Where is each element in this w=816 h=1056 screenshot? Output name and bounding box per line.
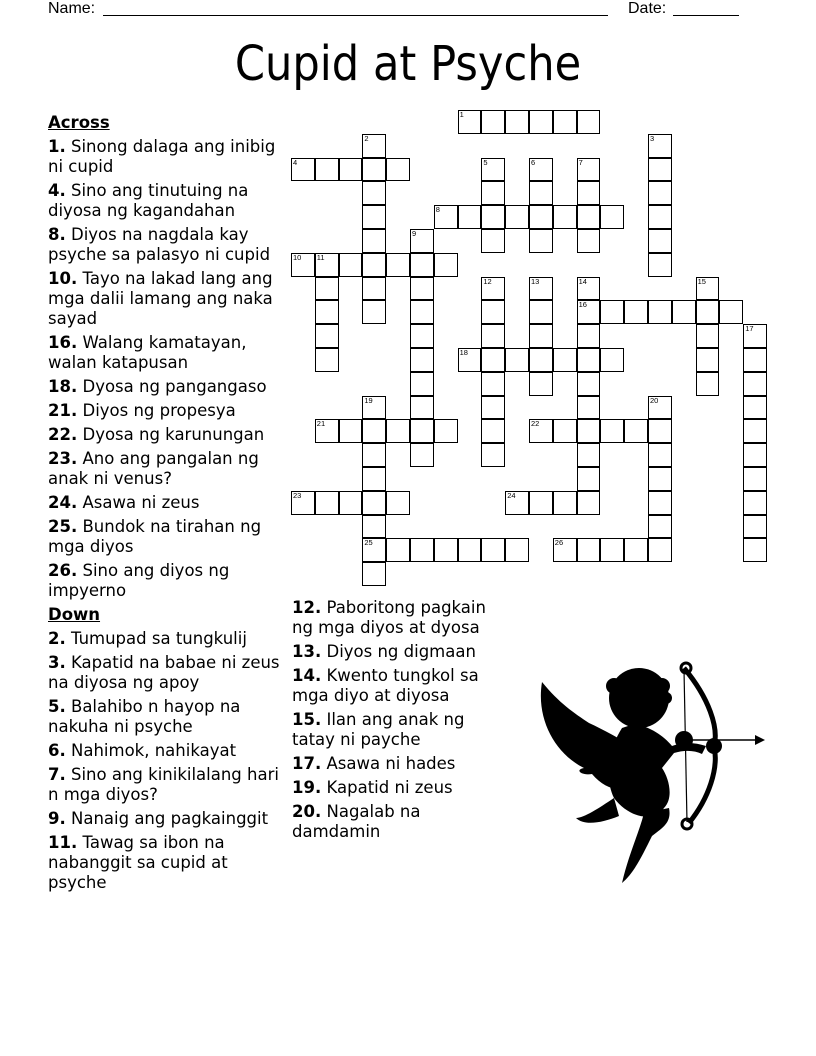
grid-cell[interactable]	[648, 229, 672, 253]
grid-cell[interactable]	[577, 491, 601, 515]
grid-cell[interactable]	[315, 277, 339, 301]
grid-cell[interactable]	[577, 372, 601, 396]
grid-cell[interactable]	[505, 348, 529, 372]
grid-cell[interactable]	[315, 158, 339, 182]
grid-cell[interactable]	[743, 515, 767, 539]
clue-item	[48, 741, 288, 761]
grid-cell[interactable]	[743, 467, 767, 491]
grid-cell[interactable]	[362, 134, 386, 158]
grid-cell[interactable]	[481, 396, 505, 420]
down-clue-list	[48, 629, 288, 893]
clue-text: Tayo na lakad lang ang mga dalii lamang ang naka sayad	[48, 269, 273, 328]
cell-number: 25	[364, 538, 373, 548]
clue-number: 3.	[48, 653, 66, 672]
clue-number: 13.	[292, 642, 322, 661]
grid-cell[interactable]	[553, 538, 577, 562]
grid-cell[interactable]	[600, 300, 624, 324]
grid-cell[interactable]	[362, 491, 386, 515]
clue-text: Kwento tungkol sa mga diyo at diyosa	[292, 666, 479, 705]
name-label: Name:	[48, 0, 96, 17]
date-field[interactable]	[673, 15, 739, 16]
grid-cell[interactable]	[529, 110, 553, 134]
grid-cell[interactable]	[624, 419, 648, 443]
grid-cell[interactable]	[410, 372, 434, 396]
grid-cell[interactable]	[648, 419, 672, 443]
clue-item	[48, 561, 288, 601]
clue-number: 11.	[48, 833, 78, 852]
grid-cell[interactable]	[577, 396, 601, 420]
grid-cell[interactable]	[743, 324, 767, 348]
clue-text: Sinong dalaga ang inibig ni cupid	[48, 137, 276, 176]
grid-cell[interactable]	[362, 181, 386, 205]
grid-cell[interactable]	[743, 348, 767, 372]
grid-cell[interactable]	[410, 348, 434, 372]
grid-cell[interactable]	[696, 277, 720, 301]
grid-cell[interactable]	[505, 491, 529, 515]
cell-number: 2	[364, 133, 369, 143]
clue-number: 15.	[292, 710, 322, 729]
clue-text: Balahibo n hayop na nakuha ni psyche	[48, 697, 241, 736]
clue-item	[48, 833, 288, 893]
grid-cell[interactable]	[315, 419, 339, 443]
cell-number: 12	[483, 276, 492, 286]
cell-number: 3	[650, 133, 655, 143]
clue-item	[48, 517, 288, 557]
cell-number: 26	[554, 538, 564, 548]
clue-number: 23.	[48, 449, 78, 468]
clue-text: Tawag sa ibon na nabanggit sa cupid at psyche	[48, 833, 228, 892]
clue-item	[292, 666, 512, 706]
grid-cell[interactable]	[362, 419, 386, 443]
grid-cell[interactable]	[458, 538, 482, 562]
grid-cell[interactable]	[577, 277, 601, 301]
grid-cell[interactable]	[577, 419, 601, 443]
grid-cell[interactable]	[362, 158, 386, 182]
cupid-silhouette-icon	[534, 658, 770, 890]
grid-cell[interactable]	[386, 419, 410, 443]
clue-item	[292, 598, 512, 638]
clue-number: 26.	[48, 561, 78, 580]
grid-cell[interactable]	[481, 419, 505, 443]
cell-number: 6	[531, 157, 536, 167]
grid-cell[interactable]	[362, 562, 386, 586]
grid-cell[interactable]	[458, 205, 482, 229]
grid-cell[interactable]	[529, 205, 553, 229]
grid-cell[interactable]	[410, 253, 434, 277]
clue-number: 12.	[292, 598, 322, 617]
clue-item	[292, 802, 512, 842]
page-title: Cupid at Psyche	[234, 36, 582, 92]
cell-number: 21	[316, 419, 326, 429]
grid-cell[interactable]	[410, 419, 434, 443]
grid-cell[interactable]	[362, 300, 386, 324]
grid-cell[interactable]	[481, 324, 505, 348]
clue-item	[48, 653, 288, 693]
grid-cell[interactable]	[481, 538, 505, 562]
grid-cell[interactable]	[600, 205, 624, 229]
grid-cell[interactable]	[386, 538, 410, 562]
grid-cell[interactable]	[743, 491, 767, 515]
clue-item	[292, 754, 512, 774]
cell-number: 19	[364, 395, 373, 405]
grid-cell[interactable]	[481, 205, 505, 229]
grid-cell[interactable]	[696, 348, 720, 372]
grid-cell[interactable]	[577, 158, 601, 182]
down-clue-list-continued	[292, 598, 512, 842]
across-clue-list	[48, 137, 288, 601]
grid-cell[interactable]	[672, 300, 696, 324]
grid-cell[interactable]	[410, 538, 434, 562]
cell-number: 17	[745, 324, 754, 334]
cell-number: 15	[697, 276, 706, 286]
grid-cell[interactable]	[458, 110, 482, 134]
grid-cell[interactable]	[481, 372, 505, 396]
clue-item	[48, 181, 288, 221]
clue-item	[48, 425, 288, 445]
grid-cell[interactable]	[481, 348, 505, 372]
grid-cell[interactable]	[719, 300, 743, 324]
grid-cell[interactable]	[362, 396, 386, 420]
grid-cell[interactable]	[339, 253, 363, 277]
grid-cell[interactable]	[743, 419, 767, 443]
grid-cell[interactable]	[315, 324, 339, 348]
clue-item	[48, 809, 288, 829]
grid-cell[interactable]	[410, 300, 434, 324]
clue-item	[48, 697, 288, 737]
cell-number: 16	[578, 300, 587, 310]
grid-cell[interactable]	[339, 491, 363, 515]
grid-cell[interactable]	[362, 205, 386, 229]
cell-number: 5	[483, 157, 488, 167]
grid-cell[interactable]	[696, 324, 720, 348]
grid-cell[interactable]	[553, 348, 577, 372]
grid-cell[interactable]	[648, 396, 672, 420]
grid-cell[interactable]	[362, 467, 386, 491]
grid-cell[interactable]	[577, 348, 601, 372]
grid-cell[interactable]	[410, 324, 434, 348]
grid-cell[interactable]	[648, 538, 672, 562]
clue-text: Diyos ng propesya	[82, 401, 236, 420]
grid-cell[interactable]	[553, 491, 577, 515]
clue-number: 9.	[48, 809, 66, 828]
worksheet-header	[48, 0, 748, 18]
grid-cell[interactable]	[529, 372, 553, 396]
cell-number: 4	[293, 157, 298, 167]
date-label: Date:	[628, 0, 667, 17]
clue-number: 14.	[292, 666, 322, 685]
grid-cell[interactable]	[696, 300, 720, 324]
clue-number: 8.	[48, 225, 66, 244]
clue-number: 1.	[48, 137, 66, 156]
grid-cell[interactable]	[529, 348, 553, 372]
grid-cell[interactable]	[696, 372, 720, 396]
grid-cell[interactable]	[291, 491, 315, 515]
grid-cell[interactable]	[339, 419, 363, 443]
grid-cell[interactable]	[315, 491, 339, 515]
clue-number: 4.	[48, 181, 66, 200]
clue-text: Sino ang tinutuing na diyosa ng kagandahan	[48, 181, 249, 220]
grid-cell[interactable]	[600, 348, 624, 372]
grid-cell[interactable]	[648, 443, 672, 467]
grid-cell[interactable]	[386, 491, 410, 515]
clue-number: 25.	[48, 517, 78, 536]
clues-right-column	[292, 598, 512, 846]
cell-number: 11	[316, 252, 325, 262]
grid-cell[interactable]	[362, 538, 386, 562]
grid-cell[interactable]	[624, 300, 648, 324]
grid-cell[interactable]	[577, 467, 601, 491]
clues-left-column	[48, 113, 288, 897]
grid-cell[interactable]	[648, 515, 672, 539]
grid-cell[interactable]	[291, 253, 315, 277]
across-heading: Across	[48, 113, 110, 132]
clue-text: Diyos na nagdala kay psyche sa palasyo ni cupid	[48, 225, 271, 264]
clue-text: Nanaig ang pagkainggit	[71, 809, 269, 828]
grid-cell[interactable]	[315, 348, 339, 372]
grid-cell[interactable]	[410, 277, 434, 301]
grid-cell[interactable]	[553, 205, 577, 229]
grid-cell[interactable]	[386, 253, 410, 277]
clue-text: Sino ang kinikilalang hari n mga diyos?	[48, 765, 279, 804]
grid-cell[interactable]	[529, 229, 553, 253]
grid-cell[interactable]	[577, 300, 601, 324]
grid-cell[interactable]	[600, 419, 624, 443]
grid-cell[interactable]	[743, 372, 767, 396]
cell-number: 10	[293, 252, 302, 262]
clue-text: Asawa ni zeus	[82, 493, 200, 512]
clue-number: 19.	[292, 778, 322, 797]
grid-cell[interactable]	[577, 229, 601, 253]
grid-cell[interactable]	[577, 110, 601, 134]
grid-cell[interactable]	[362, 253, 386, 277]
clue-text: Bundok na tirahan ng mga diyos	[48, 517, 262, 556]
clue-item	[292, 710, 512, 750]
grid-cell[interactable]	[648, 205, 672, 229]
grid-cell[interactable]	[386, 158, 410, 182]
grid-cell[interactable]	[648, 300, 672, 324]
clue-item	[48, 225, 288, 265]
clue-text: Kapatid ni zeus	[326, 778, 453, 797]
cell-number: 7	[578, 157, 583, 167]
cell-number: 9	[412, 229, 417, 238]
grid-cell[interactable]	[481, 158, 505, 182]
grid-cell[interactable]	[434, 205, 458, 229]
grid-cell[interactable]	[600, 538, 624, 562]
clue-text: Walang kamatayan, walan katapusan	[48, 333, 247, 372]
clue-item	[48, 269, 288, 329]
grid-cell[interactable]	[362, 443, 386, 467]
clue-text: Ano ang pangalan ng anak ni venus?	[48, 449, 259, 488]
clue-number: 22.	[48, 425, 78, 444]
grid-cell[interactable]	[315, 253, 339, 277]
grid-cell[interactable]	[505, 538, 529, 562]
cell-number: 23	[293, 490, 302, 500]
clue-item	[48, 333, 288, 373]
clue-number: 18.	[48, 377, 78, 396]
grid-cell[interactable]	[410, 229, 434, 253]
clue-text: Dyosa ng pangangaso	[82, 377, 267, 396]
clue-text: Dyosa ng karunungan	[82, 425, 265, 444]
grid-cell[interactable]	[339, 158, 363, 182]
grid-cell[interactable]	[553, 110, 577, 134]
clue-item	[48, 137, 288, 177]
grid-cell[interactable]	[648, 158, 672, 182]
grid-cell[interactable]	[529, 324, 553, 348]
clue-text: Sino ang diyos ng impyerno	[48, 561, 230, 600]
grid-cell[interactable]	[577, 538, 601, 562]
grid-cell[interactable]	[434, 253, 458, 277]
clue-item	[48, 765, 288, 805]
clue-text: Paboritong pagkain ng mga diyos at dyosa	[292, 598, 486, 637]
cell-number: 14	[578, 276, 587, 286]
grid-cell[interactable]	[481, 181, 505, 205]
cell-number: 1	[459, 110, 464, 119]
grid-cell[interactable]	[648, 253, 672, 277]
clue-item	[48, 629, 288, 649]
clue-number: 10.	[48, 269, 78, 288]
clue-text: Diyos ng digmaan	[326, 642, 476, 661]
grid-cell[interactable]	[505, 205, 529, 229]
grid-cell[interactable]	[648, 134, 672, 158]
clue-item	[292, 778, 512, 798]
clue-number: 21.	[48, 401, 78, 420]
grid-cell[interactable]	[481, 229, 505, 253]
clue-item	[292, 642, 512, 662]
grid-cell[interactable]	[529, 158, 553, 182]
grid-cell[interactable]	[481, 110, 505, 134]
grid-cell[interactable]	[291, 158, 315, 182]
grid-cell[interactable]	[648, 491, 672, 515]
clue-item	[48, 493, 288, 513]
cell-number: 13	[531, 276, 540, 286]
clue-number: 7.	[48, 765, 66, 784]
clue-number: 5.	[48, 697, 66, 716]
cell-number: 18	[459, 348, 468, 357]
grid-cell[interactable]	[577, 181, 601, 205]
grid-cell[interactable]	[362, 229, 386, 253]
cell-number: 22	[531, 419, 540, 429]
clue-text: Nahimok, nahikayat	[71, 741, 237, 760]
down-heading: Down	[48, 605, 101, 624]
grid-cell[interactable]	[743, 396, 767, 420]
grid-cell[interactable]	[529, 491, 553, 515]
grid-cell[interactable]	[529, 277, 553, 301]
grid-cell[interactable]	[577, 324, 601, 348]
grid-cell[interactable]	[529, 300, 553, 324]
grid-cell[interactable]	[648, 181, 672, 205]
grid-cell[interactable]	[458, 348, 482, 372]
cell-number: 8	[435, 205, 440, 215]
grid-cell[interactable]	[624, 538, 648, 562]
grid-cell[interactable]	[505, 110, 529, 134]
grid-cell[interactable]	[553, 419, 577, 443]
grid-cell[interactable]	[648, 467, 672, 491]
grid-cell[interactable]	[481, 277, 505, 301]
grid-cell[interactable]	[362, 277, 386, 301]
clue-text: Ilan ang anak ng tatay ni payche	[292, 710, 465, 749]
grid-cell[interactable]	[743, 538, 767, 562]
clue-number: 16.	[48, 333, 78, 352]
grid-cell[interactable]	[434, 419, 458, 443]
grid-cell[interactable]	[315, 300, 339, 324]
grid-cell[interactable]	[481, 300, 505, 324]
clue-text: Tumupad sa tungkulij	[71, 629, 247, 648]
grid-cell[interactable]	[529, 181, 553, 205]
grid-cell[interactable]	[529, 419, 553, 443]
grid-cell[interactable]	[362, 515, 386, 539]
grid-cell[interactable]	[743, 443, 767, 467]
cell-number: 24	[507, 490, 516, 500]
cell-number: 20	[650, 395, 659, 405]
grid-cell[interactable]	[481, 443, 505, 467]
clue-text: Asawa ni hades	[326, 754, 456, 773]
clue-number: 2.	[48, 629, 66, 648]
clue-item	[48, 377, 288, 397]
grid-cell[interactable]	[577, 205, 601, 229]
clue-number: 17.	[292, 754, 322, 773]
clue-item	[48, 401, 288, 421]
clue-text: Kapatid na babae ni zeus na diyosa ng apoy	[48, 653, 280, 692]
crossword-grid	[291, 110, 771, 590]
clue-item	[48, 449, 288, 489]
clue-number: 20.	[292, 802, 322, 821]
name-field[interactable]	[103, 15, 608, 16]
grid-cell[interactable]	[434, 538, 458, 562]
grid-cell[interactable]	[577, 443, 601, 467]
clue-number: 24.	[48, 493, 78, 512]
clue-number: 6.	[48, 741, 66, 760]
clue-text: Nagalab na damdamin	[292, 802, 421, 841]
grid-cell[interactable]	[410, 396, 434, 420]
grid-cell[interactable]	[410, 443, 434, 467]
